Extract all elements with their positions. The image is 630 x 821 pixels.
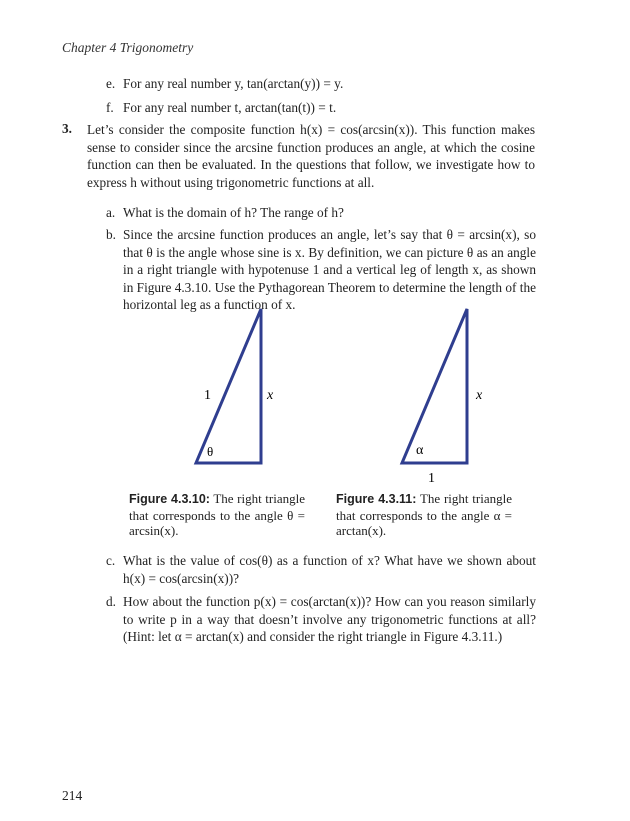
item-a-label: a. (106, 205, 116, 220)
item-d (106, 593, 536, 646)
fig2-base-label: 1 (428, 471, 435, 486)
chapter-header: Chapter 4 Trigonometry (62, 40, 194, 55)
figure-4-3-10-text: The right triangle that corresponds to the angle θ = arcsin(x). (129, 491, 306, 539)
figure-4-3-11-title: Figure 4.3.11: (336, 492, 417, 506)
item-d-text: How about the function p(x) = cos(arctan(x))? How can you reason similarly to write p in a way that doesn’t involve any trigonometric functions at all? (Hint: let α = arctan(x) and consider the right triangle in Figure 4.3.11.) (123, 594, 536, 645)
item-e-text: For any real number y, tan(arctan(y)) = y. (123, 76, 344, 91)
problem-3-text: Let’s consider the composite function h(x) = cos(arcsin(x)). This function makes sense to consider since the arcsine function produces an angle, at which the cosine function can then be evaluated. In the questions that follow, we investigate how to express h without using trigonometric functions at all. (87, 122, 535, 190)
item-e-label: e. (106, 76, 116, 91)
item-f-label: f. (106, 100, 114, 115)
item-b-text: Since the arcsine function produces an angle, let’s say that θ = arcsin(x), so that θ is the angle whose sine is x. By definition, we can picture θ as an angle in a right triangle with hypotenuse 1 and a vertical leg of length x, as shown in Figure 4.3.10. Use the Pythagorean Theorem to determine the length of the horizontal leg as a function of x. (123, 227, 536, 313)
figure-4-3-11-text: The right triangle that corresponds to the angle α = arctan(x). (336, 491, 513, 539)
item-c-label: c. (106, 553, 116, 568)
figure-4-3-10-title: Figure 4.3.10: (129, 492, 210, 506)
item-c (106, 552, 536, 587)
page-number: 214 (62, 788, 83, 803)
fig1-leg-label: x (267, 388, 274, 403)
triangle-arcsin (196, 309, 261, 463)
item-a-text: What is the domain of h? The range of h? (123, 205, 344, 220)
problem-3-number: 3. (62, 121, 72, 136)
fig1-angle-label: θ (207, 444, 214, 459)
item-b-label: b. (106, 227, 116, 242)
item-d-label: d. (106, 594, 116, 609)
triangle-arctan (402, 309, 467, 463)
fig2-leg-label: x (476, 388, 483, 403)
item-f-text: For any real number t, arctan(tan(t)) = t. (123, 100, 337, 115)
figure-4-3-11-caption (336, 491, 512, 539)
fig1-hyp-label: 1 (204, 388, 211, 403)
item-c-text: What is the value of cos(θ) as a function of x? What have we shown about h(x) = cos(arcsin(x))? (123, 553, 536, 586)
fig2-angle-label: α (416, 443, 424, 458)
figure-4-3-10-caption (129, 491, 305, 539)
